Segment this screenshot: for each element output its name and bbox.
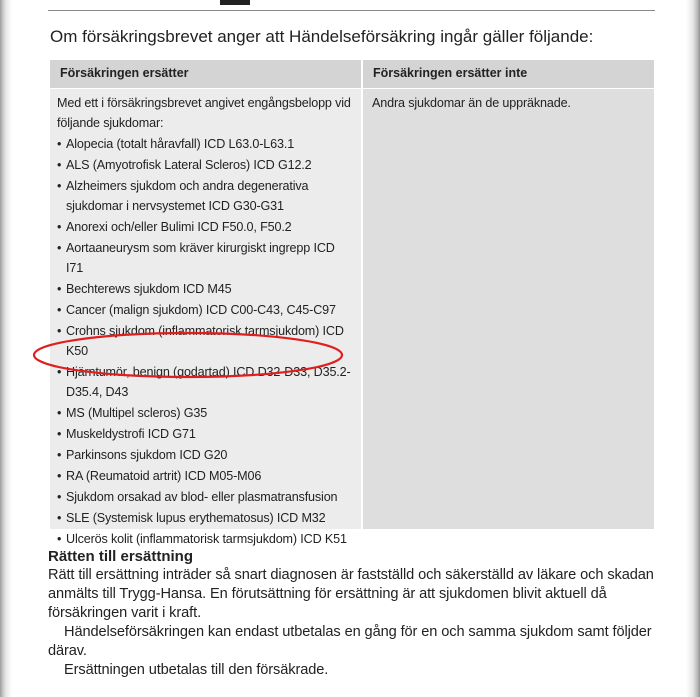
disease-item: • Alopecia (totalt håravfall) ICD L63.0-L63.1 bbox=[57, 134, 351, 154]
disease-item: • Parkinsons sjukdom ICD G20 bbox=[57, 445, 351, 465]
disease-item: • RA (Reumatoid artrit) ICD M05-M06 bbox=[57, 466, 351, 486]
page-edge-right bbox=[686, 0, 700, 697]
disease-item: • MS (Multipel scleros) G35 bbox=[57, 403, 351, 423]
disease-list bbox=[57, 134, 351, 549]
section-heading: Rätten till ersättning bbox=[48, 548, 194, 565]
disease-item: • Alzheimers sjukdom och andra degenerativa sjukdomar i nervsystemet ICD G30-G31 bbox=[57, 176, 351, 216]
covered-cell bbox=[50, 89, 361, 546]
page-edge-left bbox=[0, 0, 12, 697]
cropped-heading-fragment bbox=[220, 0, 250, 5]
disease-item: • Ulcerös kolit (inflammatorisk tarmsjukdom) ICD K51 bbox=[57, 529, 351, 549]
rights-section bbox=[48, 547, 658, 680]
disease-item: • SLE (Systemisk lupus erythematosus) ICD M32 bbox=[57, 508, 351, 528]
top-rule bbox=[48, 10, 655, 11]
paragraph: Ersättningen utbetalas till den försäkrade. bbox=[64, 662, 329, 678]
disease-item: • Cancer (malign sjukdom) ICD C00-C43, C45-C97 bbox=[57, 300, 351, 320]
disease-item: • Sjukdom orsakad av blod- eller plasmatransfusion bbox=[57, 487, 351, 507]
disease-item: • Anorexi och/eller Bulimi ICD F50.0, F50.2 bbox=[57, 217, 351, 237]
not-covered-cell bbox=[363, 89, 654, 529]
disease-item: • Crohns sjukdom (inflammatorisk tarmsjukdom) ICD K50 bbox=[57, 321, 351, 361]
paragraph: Händelseförsäkringen kan endast utbetalas en gång för en och samma sjukdom samt följder därav. bbox=[48, 624, 652, 659]
not-covered-text: Andra sjukdomar än de uppräknade. bbox=[372, 96, 571, 110]
disease-item: • Aortaaneurysm som kräver kirurgiskt ingrepp ICD I71 bbox=[57, 238, 351, 278]
disease-item: • Muskeldystrofi ICD G71 bbox=[57, 424, 351, 444]
table-header-not-covered: Försäkringen ersätter inte bbox=[363, 60, 654, 88]
disease-item: • Bechterews sjukdom ICD M45 bbox=[57, 279, 351, 299]
disease-item: • Hjärntumör, benign (godartad) ICD D32-D33, D35.2-D35.4, D43 bbox=[57, 362, 351, 402]
paragraph: Rätt till ersättning inträder så snart diagnosen är fastställd och säkerställd av läkare och skadan anmälts till Trygg-Hansa. En förutsättning för ersättning är att sjukdomen blivit aktuell då försäkringen varit i kraft. bbox=[48, 567, 654, 621]
intro-text: Om försäkringsbrevet anger att Händelseförsäkring ingår gäller följande: bbox=[50, 27, 594, 46]
table-header-covered: Försäkringen ersätter bbox=[50, 60, 361, 88]
disease-item: • ALS (Amyotrofisk Lateral Scleros) ICD G12.2 bbox=[57, 155, 351, 175]
covered-intro: Med ett i försäkringsbrevet angivet engångsbelopp vid följande sjukdomar: bbox=[57, 96, 351, 130]
